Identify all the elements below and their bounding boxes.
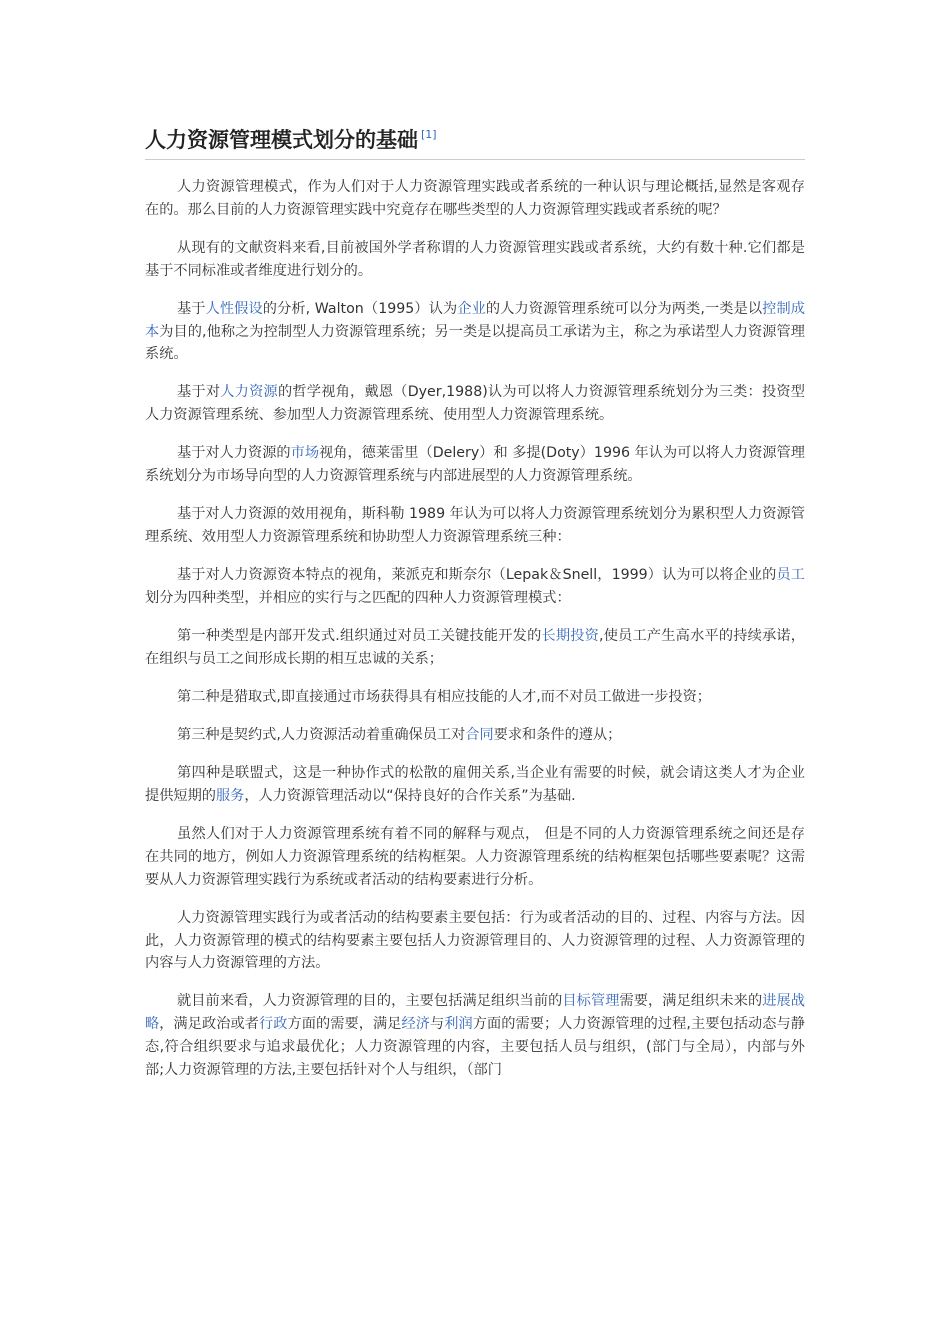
inline-link[interactable]: 进展战略 [145, 993, 805, 1033]
inline-link[interactable]: 目标管理 [562, 993, 620, 1010]
paragraph-text: ，人力资源管理活动以“保持良好的合作关系”为基础. [244, 788, 576, 805]
paragraph [145, 298, 805, 366]
paragraph-text: 第二种是猎取式,即直接通过市场获得具有相应技能的人才,而不对员工做进一步投资； [177, 688, 711, 705]
article-body [145, 176, 805, 1081]
paragraph-text: ，满足政治或者 [159, 1016, 259, 1033]
inline-link[interactable]: 企业 [457, 300, 486, 317]
paragraph-text: 第四种是联盟式，这是一种协作式的松散的雇佣关系,当企业有需要的时候，就会请这类人才为企业提供短期的 [145, 765, 805, 805]
paragraph [145, 564, 805, 609]
inline-link[interactable]: 合同 [465, 727, 494, 744]
paragraph [145, 990, 805, 1081]
paragraph [145, 762, 805, 807]
paragraph-text: 就目前来看，人力资源管理的目的，主要包括满足组织当前的 [177, 993, 563, 1010]
paragraph-text: 基于对 [177, 384, 221, 401]
paragraph-text: 为目的,他称之为控制型人力资源管理系统；另一类是以提高员工承诺为主，称之为承诺型人力资源管理系统。 [145, 323, 805, 363]
inline-link[interactable]: 经济 [401, 1016, 430, 1033]
paragraph-text: 基于对人力资源的 [177, 445, 291, 462]
paragraph-text: 从现有的文献资料来看,目前被国外学者称谓的人力资源管理实践或者系统，大约有数十种.它们都是基于不同标准或者维度进行划分的。 [145, 239, 805, 279]
paragraph-text: 第一种类型是内部开发式.组织通过对员工关键技能开发的 [177, 628, 542, 645]
paragraph [145, 686, 805, 709]
inline-link[interactable]: 员工 [776, 567, 805, 584]
paragraph-text: 需要，满足组织未来的 [619, 993, 763, 1010]
paragraph-text: 人力资源管理模式，作为人们对于人力资源管理实践或者系统的一种认识与理论概括,显然是客观存在的。那么目前的人力资源管理实践中究竟存在哪些类型的人力资源管理实践或者系统的呢？ [145, 179, 805, 218]
paragraph [145, 823, 805, 891]
paragraph-text: 基于对人力资源资本特点的视角，莱派克和斯奈尔（Lepak＆Snell，1999）认为可以将企业的 [177, 567, 777, 584]
paragraph [145, 237, 805, 282]
reference-link[interactable]: [1] [421, 128, 437, 141]
paragraph [145, 176, 805, 221]
paragraph-text: 的分析, Walton（1995）认为 [262, 300, 458, 317]
paragraph [145, 907, 805, 975]
paragraph [145, 503, 805, 548]
inline-link[interactable]: 长期投资 [541, 628, 600, 645]
paragraph-text: 的人力资源管理系统可以分为两类,一类是以 [485, 300, 763, 317]
inline-link[interactable]: 人力资源 [220, 384, 278, 401]
paragraph-text: 基于对人力资源的效用视角，斯科勒 1989 年认为可以将人力资源管理系统划分为累积型人力资源管理系统、效用型人力资源管理系统和协助型人力资源管理系统三种： [145, 506, 805, 545]
inline-link[interactable]: 市场 [290, 445, 320, 462]
paragraph-text: ,使员工产生高水平的持续承诺，在组织与员工之间形成长期的相互忠诚的关系； [145, 628, 805, 667]
section-heading [145, 118, 805, 160]
paragraph-text: 视角，德莱雷里（Delery）和 多提(Doty）1996 年认为可以将人力资源管理系统划分为市场导向型的人力资源管理系统与内部进展型的人力资源管理系统。 [145, 445, 805, 485]
paragraph-text: 虽然人们对于人力资源管理系统有着不同的解释与观点， 但是不同的人力资源管理系统之间还是存在共同的地方，例如人力资源管理系统的结构框架。人力资源管理系统的结构框架包括哪些要素呢？这需要从人力资源管理实践行为系统或者活动的结构要素进行分析。 [145, 826, 805, 888]
inline-link[interactable]: 服务 [215, 788, 245, 805]
paragraph-text: 基于 [177, 300, 206, 317]
paragraph-text: 方面的需要，满足 [287, 1016, 402, 1033]
paragraph-text: 要求和条件的遵从； [493, 727, 622, 744]
paragraph-text: 的哲学视角，戴恩（Dyer,1988)认为可以将人力资源管理系统划分为三类：投资型人力资源管理系统、参加型人力资源管理系统、使用型人力资源管理系统。 [145, 384, 805, 424]
paragraph [145, 442, 805, 487]
heading-text: 人力资源管理模式划分的基础 [145, 128, 418, 152]
paragraph [145, 381, 805, 426]
article [145, 118, 805, 1097]
paragraph-text: 第三种是契约式,人力资源活动着重确保员工对 [177, 727, 466, 744]
paragraph-text: 与 [429, 1016, 445, 1033]
inline-link[interactable]: 利润 [444, 1016, 473, 1033]
inline-link[interactable]: 控制成本 [145, 300, 805, 340]
paragraph [145, 724, 805, 747]
paragraph-text: 划分为四种类型，并相应的实行与之匹配的四种人力资源管理模式： [145, 589, 571, 606]
paragraph-text: 方面的需要；人力资源管理的过程,主要包括动态与静态,符合组织要求与追求最优化；人力资源管理的内容，主要包括人员与组织，(部门与全局），内部与外部;人力资源管理的方法,主要包括针对个人与组织，（部门 [145, 1016, 805, 1078]
inline-link[interactable]: 行政 [258, 1016, 288, 1033]
paragraph [145, 625, 805, 670]
inline-link[interactable]: 人性假设 [205, 300, 263, 317]
paragraph-text: 人力资源管理实践行为或者活动的结构要素主要包括：行为或者活动的目的、过程、内容与方法。因此，人力资源管理的模式的结构要素主要包括人力资源管理目的、人力资源管理的过程、人力资源管理的内容与人力资源管理的方法。 [145, 909, 805, 972]
